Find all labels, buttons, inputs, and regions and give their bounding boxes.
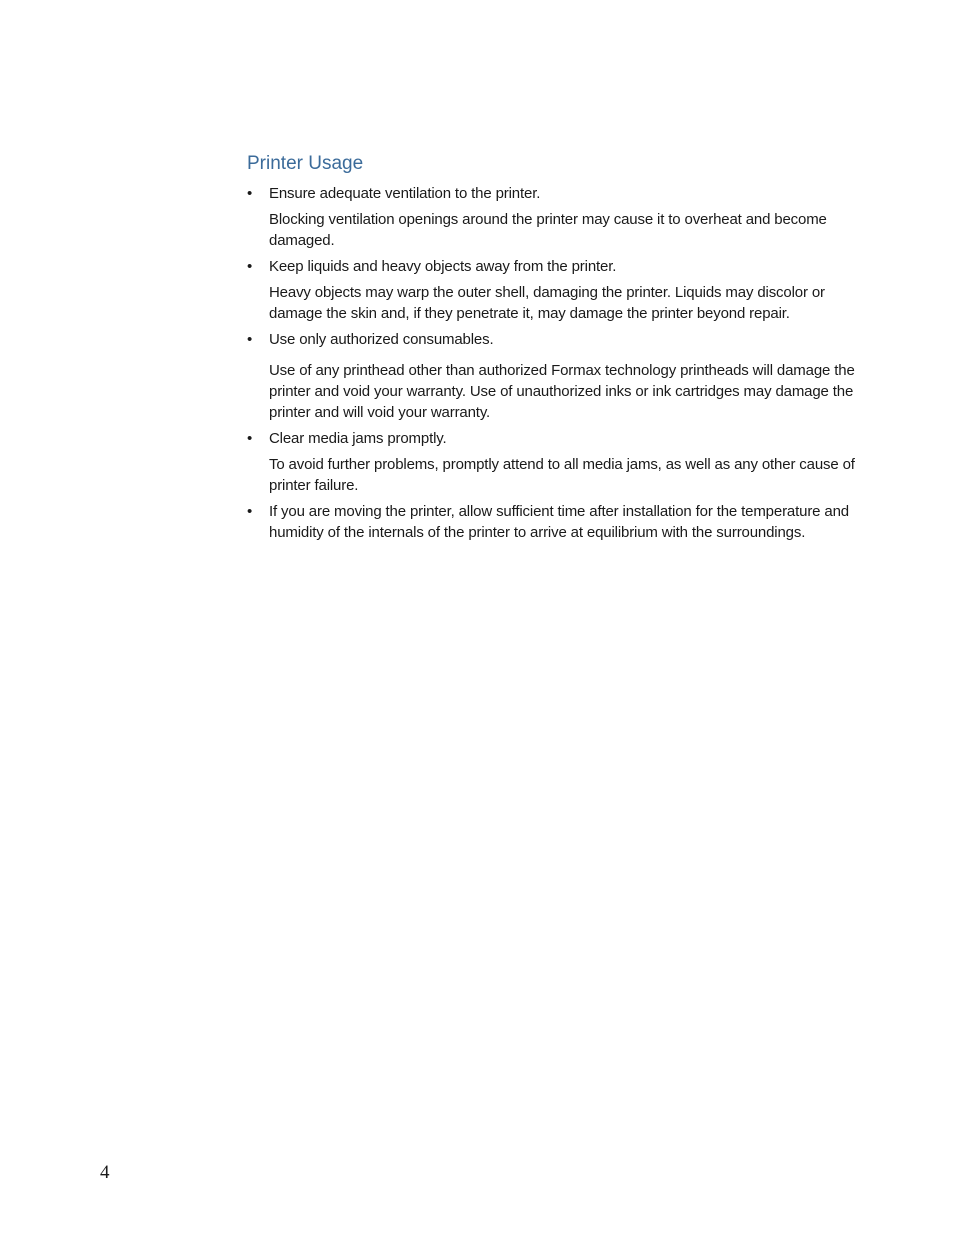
bullet-text: If you are moving the printer, allow sufficient time after installation for the temperature and humidity of the internals of the printer to arrive at equilibrium with the surroundings. bbox=[269, 503, 849, 541]
list-item bbox=[247, 501, 867, 543]
bullet-icon: • bbox=[247, 258, 253, 275]
bullet-icon: • bbox=[247, 503, 253, 520]
page-number: 4 bbox=[100, 1162, 110, 1183]
bullet-list bbox=[247, 183, 867, 543]
page-content bbox=[247, 151, 867, 548]
bullet-text: Keep liquids and heavy objects away from the printer. bbox=[269, 258, 617, 275]
bullet-icon: • bbox=[247, 430, 253, 447]
list-item bbox=[247, 183, 867, 251]
bullet-text: Use only authorized consumables. bbox=[269, 331, 494, 348]
list-item bbox=[247, 428, 867, 496]
list-item bbox=[247, 256, 867, 324]
bullet-detail: To avoid further problems, promptly attend to all media jams, as well as any other cause of printer failure. bbox=[269, 456, 855, 494]
bullet-detail: Use of any printhead other than authorized Formax technology printheads will damage the printer and void your warranty. Use of unauthorized inks or ink cartridges may damage the printer and will void your warranty. bbox=[269, 362, 855, 421]
section-heading: Printer Usage bbox=[247, 153, 364, 174]
bullet-detail: Blocking ventilation openings around the printer may cause it to overheat and become damaged. bbox=[269, 211, 827, 249]
list-item bbox=[247, 329, 867, 423]
bullet-detail: Heavy objects may warp the outer shell, damaging the printer. Liquids may discolor or damage the skin and, if they penetrate it, may damage the printer beyond repair. bbox=[269, 284, 825, 322]
bullet-icon: • bbox=[247, 331, 253, 348]
bullet-icon: • bbox=[247, 185, 253, 202]
bullet-text: Clear media jams promptly. bbox=[269, 430, 447, 447]
bullet-text: Ensure adequate ventilation to the printer. bbox=[269, 185, 541, 202]
